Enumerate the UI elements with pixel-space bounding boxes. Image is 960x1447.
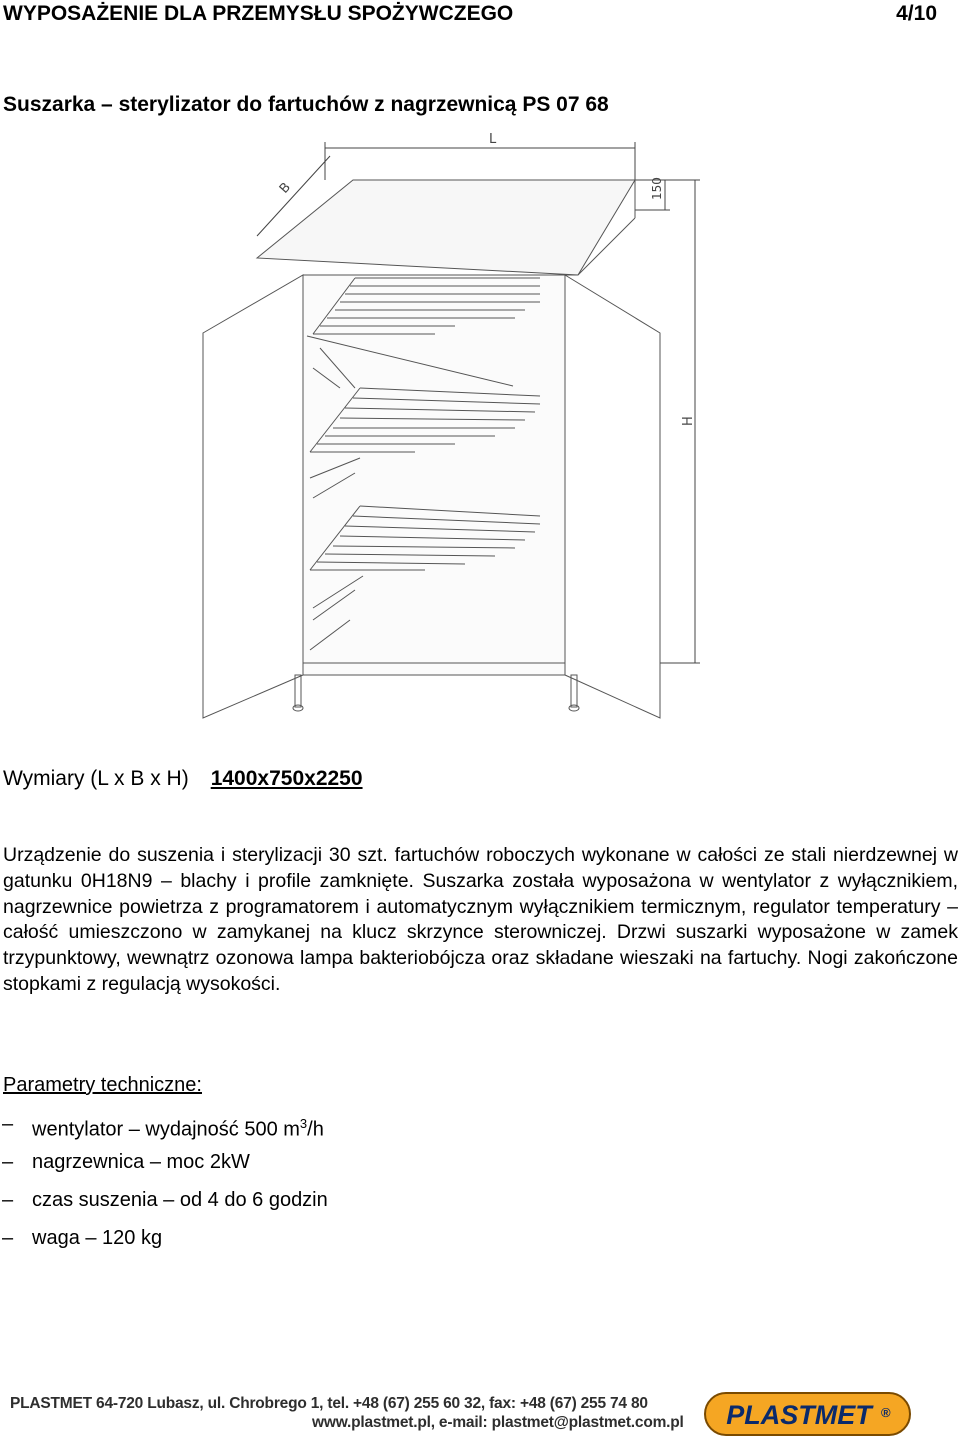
left-leg bbox=[295, 675, 301, 707]
logo-text: PLASTMET bbox=[726, 1400, 872, 1430]
param-item-heater bbox=[0, 1148, 328, 1186]
label-depth: B bbox=[276, 180, 294, 197]
cabinet-drawing bbox=[195, 128, 715, 728]
param-fan: wentylator – wydajność 500 $m^3/h$ bbox=[32, 1116, 324, 1141]
cabinet-body bbox=[303, 275, 565, 675]
bullet-dash: – bbox=[2, 1151, 14, 1173]
cabinet-top bbox=[257, 180, 635, 275]
bullet-dash: – bbox=[2, 1189, 14, 1211]
bullet-dash: – bbox=[2, 1113, 14, 1135]
bullet-dash: – bbox=[2, 1227, 14, 1249]
header-title: WYPOSAŻENIE DLA PRZEMYSŁU SPOŻYWCZEGO bbox=[3, 2, 514, 25]
right-door bbox=[565, 275, 660, 718]
logo-registered-mark: ® bbox=[881, 1405, 891, 1420]
label-top: 150 bbox=[650, 177, 664, 200]
footer-web: www.plastmet.pl, e-mail: plastmet@plastmet.com.pl bbox=[312, 1414, 684, 1431]
left-door bbox=[203, 275, 303, 718]
param-item-drying bbox=[0, 1186, 328, 1224]
label-height: H bbox=[681, 416, 696, 426]
param-item-fan bbox=[0, 1110, 328, 1148]
footer-address: PLASTMET 64-720 Lubasz, ul. Chrobrego 1, tel. +48 (67) 255 60 32, fax: +48 (67) 255 74 80 bbox=[10, 1395, 648, 1412]
param-weight: waga – 120 kg bbox=[32, 1227, 163, 1249]
params-list bbox=[0, 1110, 328, 1262]
product-title: Suszarka – sterylizator do fartuchów z nagrzewnicą PS 07 68 bbox=[3, 93, 609, 116]
dimensions-label: Wymiary (L x B x H) bbox=[3, 767, 189, 790]
plastmet-logo bbox=[703, 1390, 913, 1438]
page-number: 4/10 bbox=[896, 2, 937, 25]
product-description: Urządzenie do suszenia i sterylizacji 30 szt. fartuchów roboczych wykonane w całości ze stali nierdzewnej w gatunku 0H18N9 – blachy i profile zamknięte. Suszarka została wyposażona w wentylator z wyłącznikiem, nagrzewnice powietrza z programatorem i automatycznym wyłącznikiem termicznym, regulator temperatury – całość umieszczono w zamykanej na klucz skrzynce sterowniczej. Drzwi suszarki wyposażone w zamek trzypunktowy, wewnątrz ozonowa lampa bakteriobójcza oraz składane wieszaki na fartuchy. Nogi zakończone stopkami z regulacją wysokości. bbox=[3, 844, 958, 995]
param-drying: czas suszenia – od 4 do 6 godzin bbox=[32, 1189, 328, 1211]
param-heater: nagrzewnica – moc 2kW bbox=[32, 1151, 250, 1173]
label-length: L bbox=[489, 132, 497, 147]
dimensions-value: 1400x750x2250 bbox=[210, 767, 363, 790]
dimensions-row bbox=[3, 767, 363, 791]
params-heading: Parametry techniczne: bbox=[3, 1074, 202, 1096]
param-item-weight bbox=[0, 1224, 328, 1262]
